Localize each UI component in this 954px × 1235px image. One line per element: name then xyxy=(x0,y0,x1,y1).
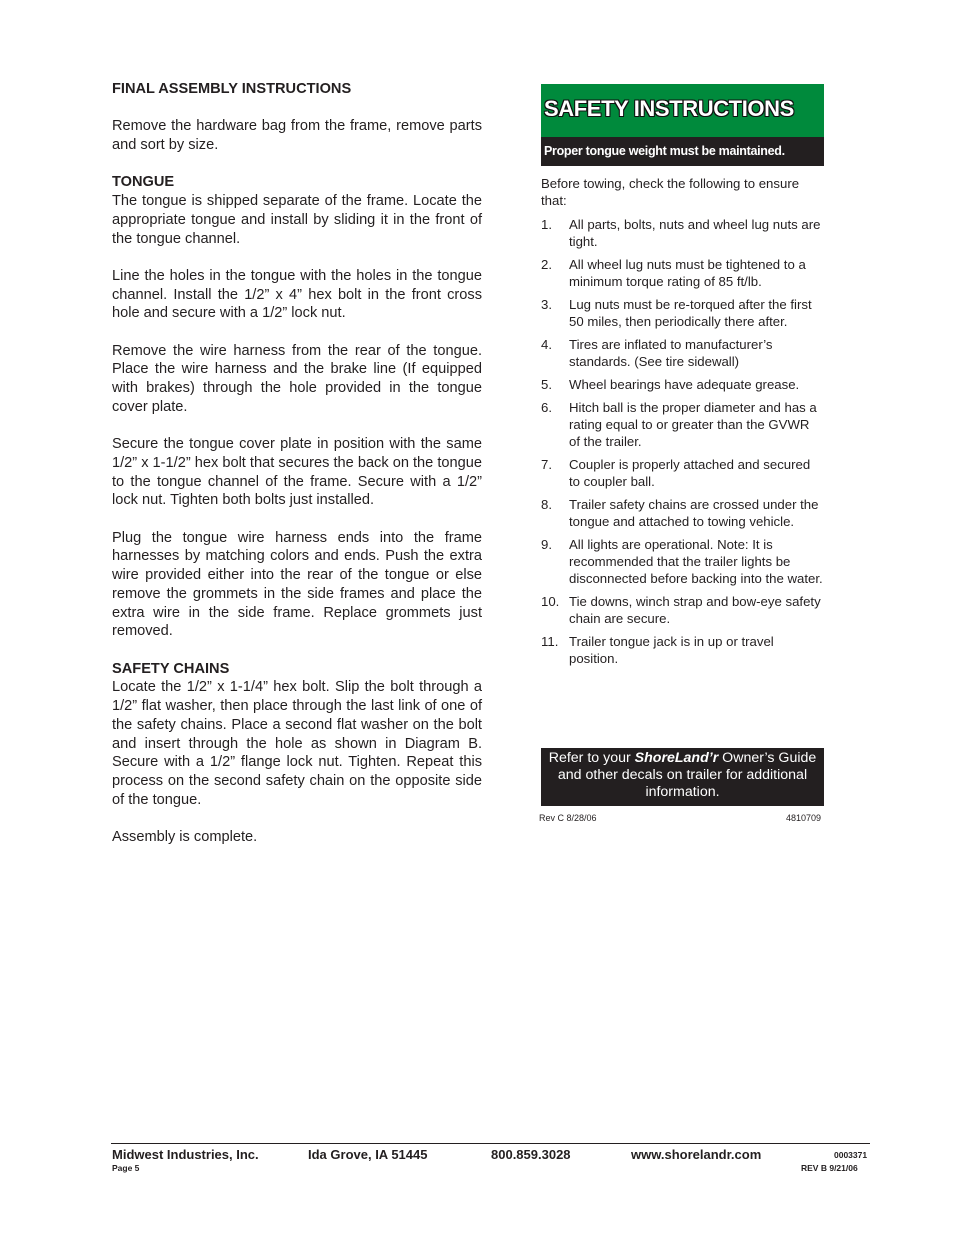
assembly-complete: Assembly is complete. xyxy=(112,829,258,845)
tongue-paragraph: The tongue is shipped separate of the frame. Locate the appropriate tongue and install by sliding it in the front of the tongue channel. xyxy=(112,193,482,247)
decal-revision: Rev C 8/28/06 xyxy=(539,813,597,823)
footer-phone: 800.859.3028 xyxy=(491,1147,571,1162)
list-item xyxy=(541,399,824,450)
document-revision: REV B 9/21/06 xyxy=(801,1163,858,1173)
list-item xyxy=(541,376,824,393)
assembly-heading: FINAL ASSEMBLY INSTRUCTIONS xyxy=(112,81,352,97)
list-item-text: All parts, bolts, nuts and wheel lug nuts are tight. xyxy=(569,217,821,249)
footer-company: Midwest Industries, Inc. xyxy=(112,1147,259,1162)
list-item xyxy=(541,496,824,530)
list-item xyxy=(541,216,824,250)
notice-text: Owner’s Guide and other decals on trailer for additional information. xyxy=(557,750,817,800)
safety-subtitle-bar xyxy=(541,137,824,166)
list-item-text: Tie downs, winch strap and bow-eye safety chain are secure. xyxy=(569,594,821,626)
list-item xyxy=(541,336,824,370)
list-item-text: All lights are operational. Note: It is recommended that the trailer lights be disconnected before backing into the water. xyxy=(569,537,823,586)
list-item xyxy=(541,633,824,667)
footer-website: www.shorelandr.com xyxy=(631,1147,762,1162)
tongue-heading: TONGUE xyxy=(112,174,175,191)
list-item-text: Hitch ball is the proper diameter and has a rating equal to or greater than the GVWR of the trailer. xyxy=(569,400,817,449)
list-item-text: Trailer safety chains are crossed under the tongue and attached to towing vehicle. xyxy=(569,497,819,529)
list-item-number: 8. xyxy=(541,497,552,512)
list-item-number: 9. xyxy=(541,537,552,552)
list-item-text: All wheel lug nuts must be tightened to a minimum torque rating of 85 ft/lb. xyxy=(569,257,806,289)
list-item-text: Coupler is properly attached and secured to coupler ball. xyxy=(569,457,811,489)
list-item-number: 7. xyxy=(541,457,552,472)
safety-subtitle: Proper tongue weight must be maintained. xyxy=(544,144,785,158)
notice-text: Refer to your xyxy=(548,750,635,766)
list-item-number: 4. xyxy=(541,337,552,352)
list-item-number: 1. xyxy=(541,217,552,232)
list-item-text: Wheel bearings have adequate grease. xyxy=(569,377,800,392)
list-item xyxy=(541,456,824,490)
assembly-intro: Remove the hardware bag from the frame, remove parts and sort by size. xyxy=(112,118,482,154)
list-item-text: Lug nuts must be re-torqued after the first 50 miles, then periodically there after. xyxy=(569,297,812,329)
safety-chains-heading: SAFETY CHAINS xyxy=(112,660,230,677)
assembly-instructions xyxy=(112,80,482,847)
decal-part-number: 4810709 xyxy=(786,813,822,823)
safety-title-bar xyxy=(541,84,824,137)
tongue-paragraph: Plug the tongue wire harness ends into the frame harnesses by matching colors and ends. Push the extra wire provided either into the rear of the tongue or else remove the grommets in the side frames and place the extra wire in the side frame. Replace grommets just removed. xyxy=(112,529,482,640)
list-item-number: 10. xyxy=(541,594,560,609)
tongue-paragraph: Remove the wire harness from the rear of the tongue. Place the wire harness and the brake line (If equipped with brakes) through the hole provided in the tongue cover plate. xyxy=(112,342,482,415)
list-item-text: Trailer tongue jack is in up or travel position. xyxy=(569,634,774,666)
list-item-number: 2. xyxy=(541,257,552,272)
list-item-number: 5. xyxy=(541,377,552,392)
list-item xyxy=(541,593,824,627)
list-item-number: 3. xyxy=(541,297,552,312)
safety-chains-paragraph: Locate the 1/2” x 1-1/4” hex bolt. Slip the bolt through a 1/2” flat washer, then place through the last link of one of the safety chains. Place a second flat washer on the bolt and insert through the hole as shown in Diagram B. Secure with a 1/2” flange lock nut. Tighten. Repeat this process on the second safety chain on the opposite side of the tongue. xyxy=(112,679,482,808)
list-item-text: Tires are inflated to manufacturer’s standards. (See tire sidewall) xyxy=(569,337,773,369)
safety-intro: Before towing, check the following to ensure that: xyxy=(541,176,800,208)
owners-guide-notice xyxy=(541,748,824,806)
list-item-number: 11. xyxy=(541,634,559,649)
tongue-paragraph: Line the holes in the tongue with the holes in the tongue channel. Install the 1/2” x 4” hex bolt in the front cross hole and secure with a 1/2” lock nut. xyxy=(112,267,482,322)
footer-city: Ida Grove, IA 51445 xyxy=(308,1147,428,1162)
page-number: Page 5 xyxy=(112,1163,140,1173)
footer-divider xyxy=(111,1143,870,1144)
safety-title: SAFETY INSTRUCTIONS xyxy=(544,96,794,121)
brand-name: ShoreLand’r xyxy=(634,750,719,766)
safety-checklist xyxy=(541,216,824,667)
safety-instructions-decal xyxy=(541,84,824,673)
list-item-number: 6. xyxy=(541,400,552,415)
tongue-paragraph: Secure the tongue cover plate in position with the same 1/2” x 1-1/2” hex bolt that secures the back on the tongue to the tongue channel of the frame. Secure with a 1/2” lock nut. Tighten both bolts just installed. xyxy=(112,436,482,509)
list-item xyxy=(541,296,824,330)
list-item xyxy=(541,536,824,587)
list-item xyxy=(541,256,824,290)
document-number: 0003371 xyxy=(834,1150,868,1160)
